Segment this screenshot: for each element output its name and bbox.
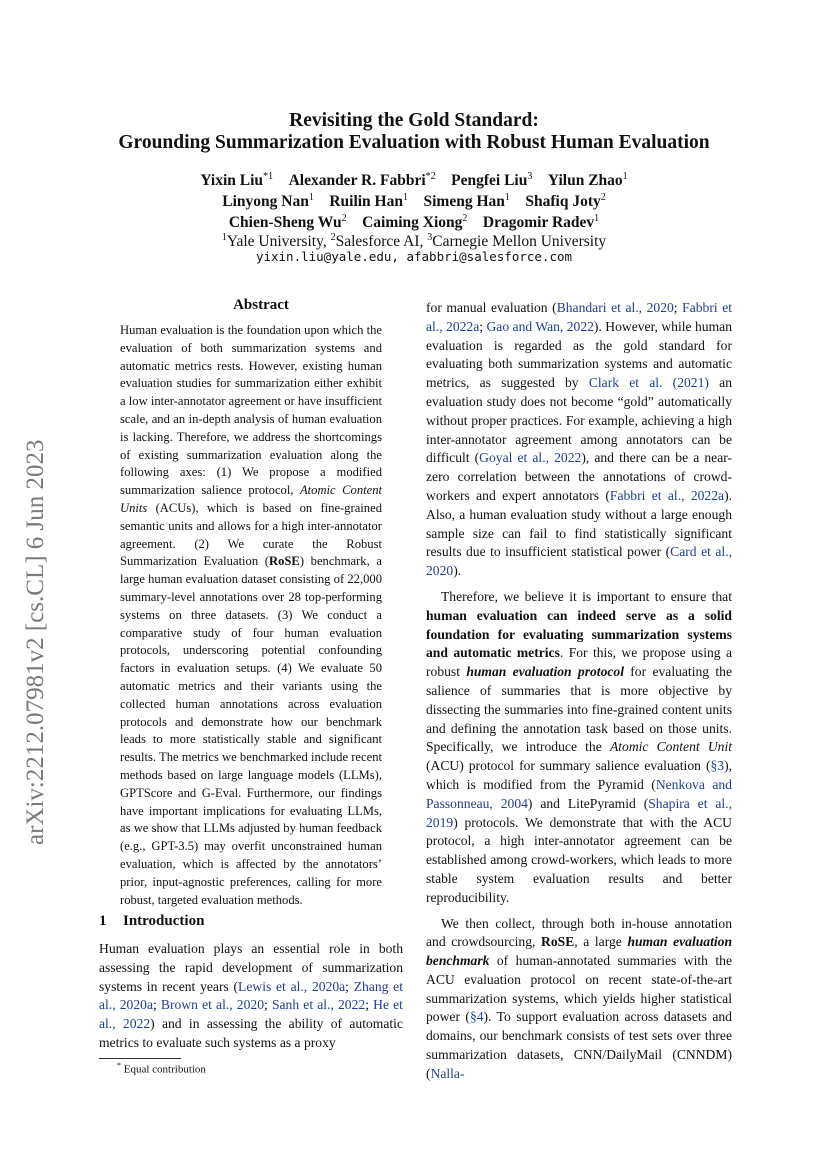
paragraph: Therefore, we believe it is important to ensure that human evaluation can indeed serve as a solid foundation for evaluating summarization systems and automatic metrics. For this, we propose using a robust human evaluation protocol for evaluating the salience of summaries that is more objective by dissecting the summaries into fine-grained content units and defining the annotation task based on those units. Specifically, we introduce the Atomic Content Unit (ACU) protocol for summary salience evaluation (§3), which is modified from the Pyramid (Nenkova and Passonneau, 2004) and LitePyramid (Shapira et al., 2019) protocols. We demonstrate that with the ACU protocol, a high inter-annotator agreement can be established among crowd-workers, which leads to more stable system evaluation results and better reproducibility. <box>426 588 733 905</box>
author: Linyong Nan <box>222 193 309 211</box>
paragraph: We then collect, through both in-house annotation and crowdsourcing, RoSE, a large human evaluation benchmark of human-annotated summaries with the ACU evaluation protocol on recent state-of-the-art summarization systems, which yields higher statistical power (§4). To support evaluation across datasets and domains, our benchmark consists of test sets over three summarization datasets, CNN/DailyMail (CNNDM) (Nalla- <box>426 915 732 1081</box>
citation-link[interactable]: Sanh et al., 2022 <box>271 997 366 1013</box>
author-line-1: Yixin Liu$^{*1}$ Alexander R. Fabbri$^{*2}$ Pengfei Liu$^3$ Yilun Zhao$^1$ <box>200 171 628 190</box>
paragraph: for manual evaluation (Bhandari et al., 2020; Fabbri et al., 2022a; Gao and Wan, 2022). However, while human evaluation is regarded as the gold standard for evaluating both summarization systems and automatic metrics, as suggested by Clark et al. (2021) an evaluation study does not become “gold” automatically without proper practices. For example, achieving a high inter-annotator agreement among annotators can be difficult (Goyal et al., 2022), and there can be a near-zero correlation between the annotations of crowd-workers and expert annotators (Fabbri et al., 2022a). Also, a human evaluation study without a large enough sample size can fail to find statistically significant results due to insufficient statistical power (Card et al., 2020). <box>426 300 733 579</box>
author: Caiming Xiong <box>362 214 463 232</box>
affiliations: $^1$Yale University, $^2$Salesforce AI, $^3$Carnegie Mellon University <box>221 232 607 251</box>
citation-link[interactable]: He et al., 2022 <box>99 997 403 1032</box>
abstract-heading: Abstract <box>233 297 289 313</box>
citation-link[interactable]: Zhang et al., 2020a <box>99 978 403 1013</box>
citation-link[interactable]: Bhandari et al., 2020 <box>556 300 674 315</box>
paper-title-line-2: Grounding Summarization Evaluation with Robust Human Evaluation <box>118 132 710 153</box>
arxiv-identifier: arXiv:2212.07981v2 [cs.CL] 6 Jun 2023 <box>22 439 49 845</box>
author: Alexander R. Fabbri <box>288 172 426 190</box>
author: Pengfei Liu <box>451 172 528 190</box>
section-link[interactable]: §4 <box>469 1009 484 1025</box>
author: Ruilin Han <box>329 193 403 211</box>
section-link[interactable]: §3 <box>710 758 725 774</box>
abstract-body: Human evaluation is the foundation upon which the evaluation of both summarization systems and automatic metrics rests. However, existing human evaluation studies for summarization either exhibit a low inter-annotator agreement or have insufficient scale, and an in-depth analysis of human evaluation is lacking. Therefore, we address the shortcomings of existing summarization evaluation along the following axes: (1) We propose a modified summarization salience protocol, Atomic Content Units (ACUs), which is based on fine-grained semantic units and allows for a high inter-annotator agreement. (2) We curate the Robust Summarization Evaluation (RoSE) benchmark, a large human evaluation dataset consisting of 22,000 summary-level annotations over 28 top-performing systems on three datasets. (3) We conduct a comparative study of four human evaluation protocols, underscoring potential confounding factors in evaluation setups. (4) We evaluate 50 automatic metrics and their variants using the collected human annotations across evaluation protocols and demonstrate how our benchmark leads to more statistically stable and significant results. The metrics we benchmarked include recent methods based on large language models (LLMs), GPTScore and G-Eval. Furthermore, our findings have important implications for evaluating LLMs, as we show that LLMs adjusted by human feedback (e.g., GPT-3.5) may overfit unconstrained human evaluation, which is affected by the annotators’ prior, input-agnostic preferences, calling for more robust, targeted evaluation methods. <box>120 323 382 907</box>
footnote: * Equal contribution <box>117 1061 206 1076</box>
section-heading-introduction: 1 Introduction <box>99 913 205 929</box>
author: Yilun Zhao <box>547 172 623 190</box>
citation-link[interactable]: Fabbri et al., 2022a <box>426 300 732 334</box>
citation-link[interactable]: Gao and Wan, 2022 <box>486 318 594 334</box>
citation-link[interactable]: Card et al., 2020 <box>426 544 733 579</box>
right-column-body <box>426 299 732 1084</box>
citation-link[interactable]: Brown et al., 2020 <box>160 997 264 1013</box>
citation-link[interactable]: Nalla- <box>430 1065 465 1081</box>
author: Simeng Han <box>423 193 505 211</box>
citation-link[interactable]: Fabbri et al., 2022a <box>609 487 725 503</box>
footnote-divider <box>99 1058 181 1059</box>
author: Chien-Sheng Wu <box>228 214 342 232</box>
author: Shafiq Joty <box>525 193 601 211</box>
introduction-paragraph: Human evaluation plays an essential role in both assessing the rapid development of summarization systems in recent years (Lewis et al., 2020a; Zhang et al., 2020a; Brown et al., 2020; Sanh et al., 2022; He et al., 2022) and in assessing the ability of automatic metrics to evaluate such systems as a proxy <box>99 941 403 1050</box>
citation-link[interactable]: Nenkova and Passonneau, 2004 <box>426 776 732 811</box>
citation-link[interactable]: Lewis et al., 2020a <box>238 978 346 994</box>
author-line-2: Linyong Nan$^1$ Ruilin Han$^1$ Simeng Han$^1$ Shafiq Joty$^2$ <box>222 192 606 211</box>
author-line-3: Chien-Sheng Wu$^2$ Caiming Xiong$^2$ Dragomir Radev$^1$ <box>228 213 600 232</box>
author: Dragomir Radev <box>482 214 595 232</box>
citation-link[interactable]: Shapira et al., 2019 <box>426 795 732 830</box>
citation-link[interactable]: Goyal et al., 2022 <box>479 450 582 466</box>
citation-link[interactable]: Clark et al. (2021) <box>588 375 709 391</box>
author: Yixin Liu <box>200 172 264 190</box>
author-emails: yixin.liu@yale.edu, afabbri@salesforce.com <box>255 249 573 264</box>
paper-title-line-1: Revisiting the Gold Standard: <box>289 110 539 131</box>
